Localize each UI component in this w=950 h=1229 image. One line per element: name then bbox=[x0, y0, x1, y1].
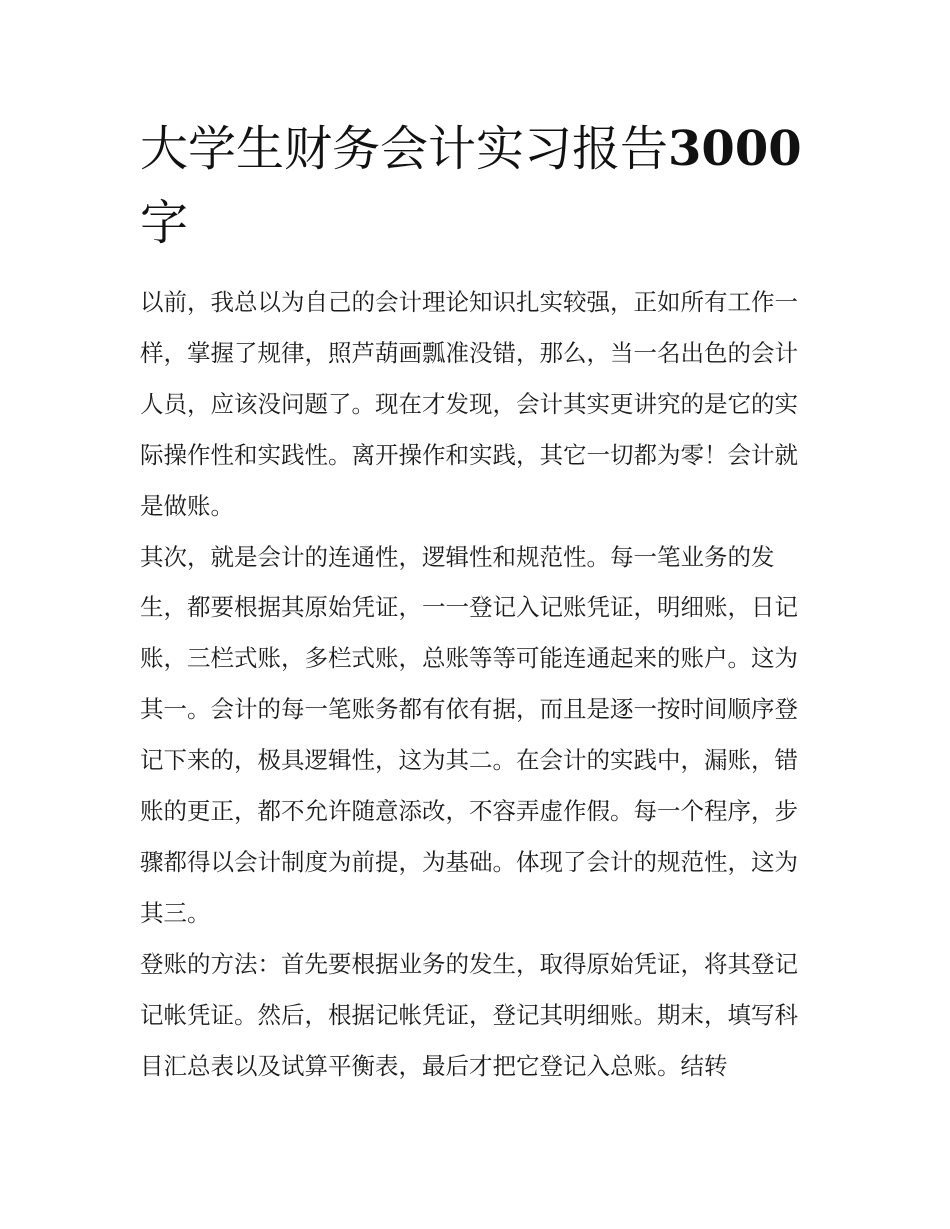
paragraph-3: 登账的方法：首先要根据业务的发生，取得原始凭证，将其登记记帐凭证。然后，根据记帐凭证，登记其明细账。期末，填写科目汇总表以及试算平衡表，最后才把它登记入总账。结转 bbox=[140, 949, 798, 1080]
title-suffix: 字 bbox=[140, 195, 189, 251]
title-number: 3000 bbox=[668, 121, 802, 177]
paragraph-1: 以前，我总以为自己的会计理论知识扎实较强，正如所有工作一样，掌握了规律，照芦葫画瓢准没错，那么，当一名出色的会计人员，应该没问题了。现在才发现，会计其实更讲究的是它的实际操作性和实践性。离开操作和实践，其它一切都为零！会计就是做账。 bbox=[140, 288, 798, 520]
document-title bbox=[140, 112, 820, 260]
paragraph-2: 其次，就是会计的连通性，逻辑性和规范性。每一笔业务的发生，都要根据其原始凭证，一一登记入记账凭证，明细账，日记账，三栏式账，多栏式账，总账等等可能连通起来的账户。这为其一。会计的每一笔账务都有依有据，而且是逐一按时间顺序登记下来的，极具逻辑性，这为其二。在会计的实践中，漏账，错账的更正，都不允许随意添改，不容弄虚作假。每一个程序，步骤都得以会计制度为前提，为基础。体现了会计的规范性，这为其三。 bbox=[140, 542, 798, 927]
title-text: 大学生财务会计实习报告 bbox=[140, 121, 669, 177]
document-body bbox=[140, 277, 820, 1092]
